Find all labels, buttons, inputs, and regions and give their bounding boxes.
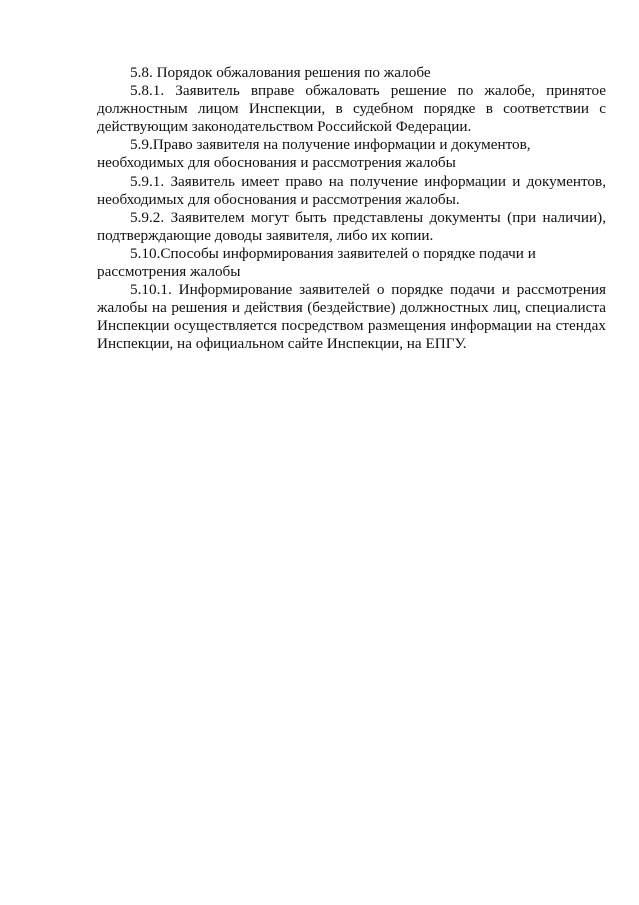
paragraph-5-10-1: 5.10.1. Информирование заявителей о порядке подачи и рассмотрения жалобы на решения и действия (бездействие) должностных лиц, специалиста Инспекции осуществляется посредством размещения информации на стендах Инспекции, на официальном сайте Инспекции, на ЕПГУ.	[97, 281, 606, 353]
paragraph-5-8-1: 5.8.1. Заявитель вправе обжаловать решение по жалобе, принятое должностным лицом Инспекции, в судебном порядке в соответствии с действующим законодательством Российской Федерации.	[97, 82, 606, 136]
paragraph-5-8: 5.8. Порядок обжалования решения по жалобе	[130, 64, 431, 81]
document-body	[97, 64, 606, 354]
paragraph-5-9-1: 5.9.1. Заявитель имеет право на получение информации и документов, необходимых для обоснования и рассмотрения жалобы.	[97, 172, 606, 208]
paragraph-5-9-2: 5.9.2. Заявителем могут быть представлены документы (при наличии), подтверждающие доводы заявителя, либо их копии.	[97, 208, 606, 244]
paragraph-5-10: 5.10.Способы информирования заявителей о порядке подачи и рассмотрения жалобы	[97, 244, 536, 281]
paragraph-5-9: 5.9.Право заявителя на получение информации и документов, необходимых для обоснования и рассмотрения жалобы	[97, 136, 531, 172]
